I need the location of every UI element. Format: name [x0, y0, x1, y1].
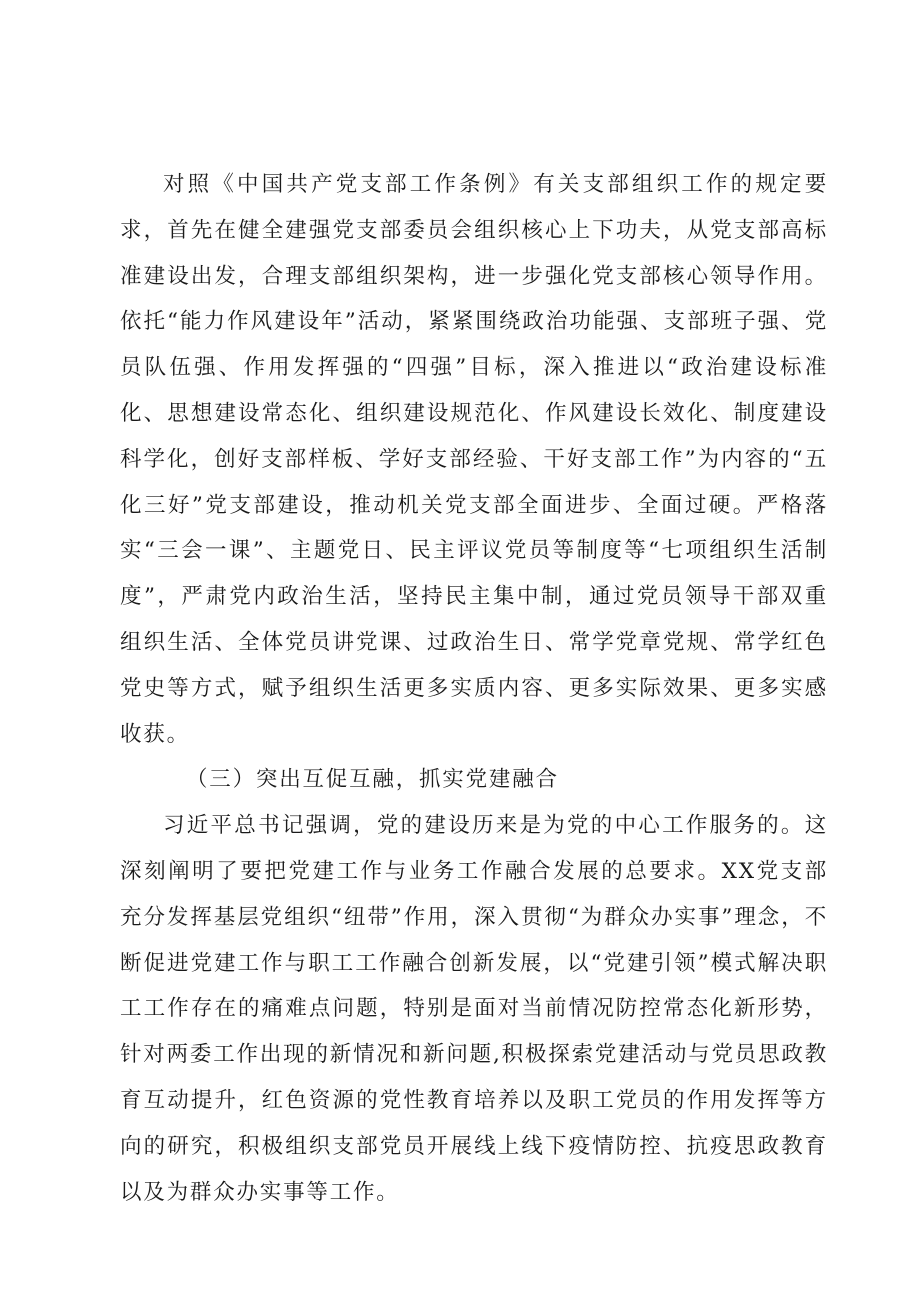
body-paragraph-party-building-integration: 习近平总书记强调，党的建设历来是为党的中心工作服务的。这深刻阐明了要把党建工作与业务工作融合发展的总要求。XX党支部充分发挥基层党组织“纽带”作用，深入贯彻“为群众办实事”理念，不断促进党建工作与职工工作融合创新发展，以“党建引领”模式解决职工工作存在的痛难点问题，特别是面对当前情况防控常态化新形势，针对两委工作出现的新情况和新问题,积极探索党建活动与党员思政教育互动提升，红色资源的党性教育培养以及职工党员的作用发挥等方向的研究，积极组织支部党员开展线上线下疫情防控、抗疫思政教育以及为群众办实事等工作。: [120, 813, 828, 1205]
body-paragraph-party-branch-organization: 对照《中国共产党支部工作条例》有关支部组织工作的规定要求，首先在健全建强党支部委员会组织核心上下功夫，从党支部高标准建设出发，合理支部组织架构，进一步强化党支部核心领导作用。依托“能力作风建设年”活动，紧紧围绕政治功能强、支部班子强、党员队伍强、作用发挥强的“四强”目标，深入推进以“政治建设标准化、思想建设常态化、组织建设规范化、作风建设长效化、制度建设科学化，创好支部样板、学好支部经验、干好支部工作”为内容的“五化三好”党支部建设，推动机关党支部全面进步、全面过硬。严格落实“三会一课”、主题党日、民主评议党员等制度等“七项组织生活制度”，严肃党内政治生活，坚持民主集中制，通过党员领导干部双重组织生活、全体党员讲党课、过政治生日、常学党章党规、常学红色党史等方式，赋予组织生活更多实质内容、更多实际效果、更多实感收获。: [120, 172, 828, 747]
section-heading-3: （三）突出互促互融，抓实党建融合: [186, 767, 559, 793]
